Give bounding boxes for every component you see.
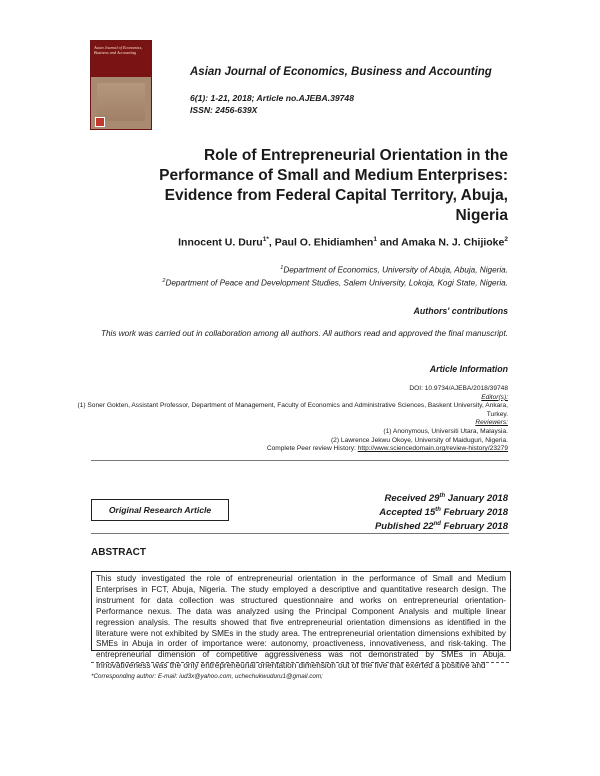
journal-name: Asian Journal of Economics, Business and Accounting <box>190 66 492 78</box>
publication-dates <box>375 491 508 533</box>
corresponding-author-footnote: *Corresponding author: E-mail: iud3x@yahoo.com, uchechukwuduru1@gmail.com; <box>91 673 323 680</box>
author-name: Paul O. Ehidiamhen <box>274 236 374 249</box>
footnote-divider <box>91 662 509 663</box>
affiliation <box>108 263 508 276</box>
reviewer-entry: (2) Lawrence Jekwu Okoye, University of Maiduguri, Nigeria. <box>330 436 508 444</box>
section-divider <box>91 533 509 534</box>
cover-header <box>91 41 151 77</box>
affiliation-sup: 1 <box>280 265 284 271</box>
journal-volume-info <box>190 92 354 116</box>
author-list <box>178 236 508 249</box>
author-name: Innocent U. Duru <box>178 236 263 249</box>
accepted-date <box>375 505 508 519</box>
editor-entry: (1) Soner Gokten, Assistant Professor, Department of Management, Faculty of Economics and Administrative Sciences, Baskent University, Ankara, Turkey. <box>77 402 508 418</box>
affiliation <box>108 276 508 289</box>
article-type-badge: Original Research Article <box>91 499 229 521</box>
author-separator: and <box>376 236 402 249</box>
date-text: February 2018 <box>440 507 508 519</box>
date-sup: th <box>435 506 441 513</box>
affiliations <box>108 263 508 289</box>
affiliation-text: Department of Peace and Development Studies, Salem University, Lokoja, Kogi State, Nigeria. <box>165 278 508 288</box>
doi-line: DOI: 10.9734/AJEBA/2018/39748 <box>409 385 508 392</box>
reviewer-entry: (1) Anonymous, Universiti Utara, Malaysia. <box>383 427 508 435</box>
section-divider <box>91 460 509 461</box>
cover-title: Asian Journal of Economics, Business and Accounting <box>94 45 143 55</box>
date-text: January 2018 <box>445 493 508 505</box>
publisher-logo-icon <box>95 117 105 127</box>
article-info-heading: Article Information <box>429 364 508 374</box>
review-history-link[interactable]: http://www.sciencedomain.org/review-history/23279 <box>357 445 508 453</box>
date-text: Received 29 <box>384 493 440 505</box>
author-name: Amaka N. J. Chijioke <box>401 236 505 249</box>
date-text: Accepted 15 <box>379 507 436 519</box>
review-history-label: Complete Peer review History: <box>266 445 358 453</box>
author-sup: 1* <box>262 236 269 243</box>
journal-cover-image <box>91 41 151 129</box>
paper-title: Role of Entrepreneurial Orientation in the Performance of Small and Medium Enterprises: Evidence from Federal Capital Territory, Abuja, Nigeria <box>159 147 508 224</box>
issn-line: ISSN: 2456-639X <box>190 105 258 115</box>
date-sup: th <box>439 493 446 499</box>
article-info-block <box>68 385 508 454</box>
reviewers-label: Reviewers: <box>475 419 508 427</box>
contributions-text: This work was carried out in collaboration among all authors. All authors read and approved the final manuscript. <box>100 329 508 338</box>
author-sup: 2 <box>504 236 508 243</box>
abstract-heading: ABSTRACT <box>91 547 146 558</box>
date-sup: nd <box>433 520 441 527</box>
date-text: Published 22 <box>374 521 434 533</box>
date-text: February 2018 <box>440 521 508 533</box>
affiliation-sup: 2 <box>162 278 166 285</box>
contributions-heading: Authors' contributions <box>413 306 508 316</box>
author-sup: 1 <box>373 236 377 243</box>
author-separator: , <box>268 236 275 249</box>
review-history-line <box>68 445 508 454</box>
published-date <box>375 519 508 533</box>
abstract-text: This study investigated the role of entrepreneurial orientation in the performance of Small and Medium Enterprises in FCT, Abuja, Nigeria. The study employed a descriptive and quantitative research design. The instrument for data collection was structured questionnaire and works on entrepreneurial orientation-Performance nexus. The data was analyzed using the Principal Component Analysis and multiple linear regression analysis. The results showed that five entrepreneurial orientation dimensions as identified in the literature were not exhibited by SMEs in the study area. The entrepreneurial orientation dimensions exhibited by SMEs in Abuja in order of importance were: autonomy, proactiveness, innovativeness, and risk-taking. The entrepreneurial dimension of competitive aggressiveness was not demonstrated by SMEs in Abuja. Innovativeness was the only entrepreneurial orientation dimension out of the five that exerted a positive and <box>91 571 511 651</box>
editors-label: Editor(s): <box>481 393 508 401</box>
received-date <box>375 491 508 505</box>
volume-line: 6(1): 1-21, 2018; Article no.AJEBA.39748 <box>190 93 354 103</box>
affiliation-text: Department of Economics, University of Abuja, Abuja, Nigeria. <box>283 265 508 275</box>
